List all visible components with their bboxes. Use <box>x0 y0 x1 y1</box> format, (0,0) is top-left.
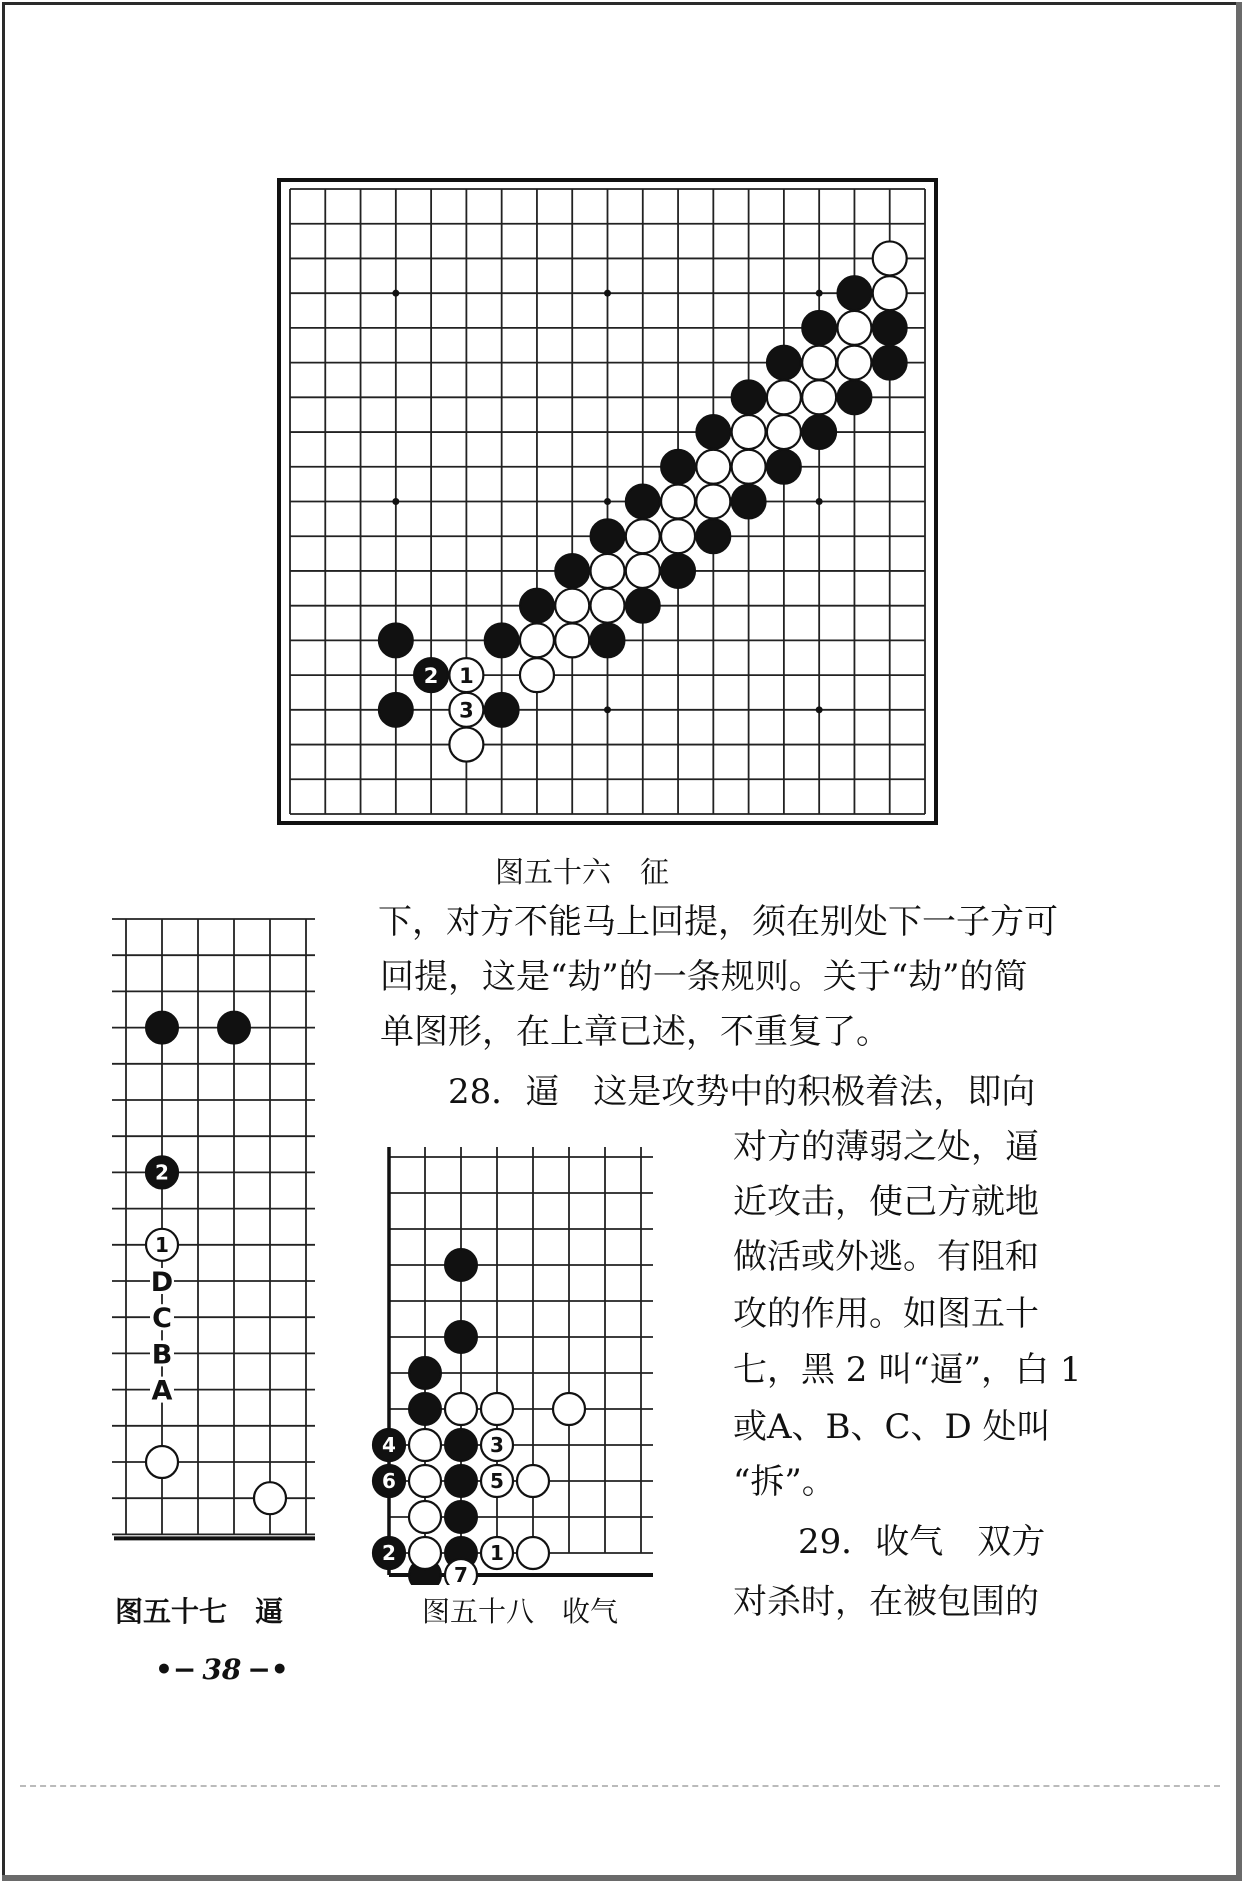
text-line-11: “拆”。 <box>733 1462 836 1502</box>
figure-56-caption: 图五十六 征 <box>495 855 670 889</box>
black-stone <box>626 589 660 623</box>
black-stone <box>767 450 801 484</box>
black-stone <box>485 623 519 657</box>
point-letter: D <box>150 1267 174 1298</box>
white-stone <box>409 1501 441 1533</box>
white-stone <box>837 311 871 345</box>
move-number: 1 <box>155 1233 169 1257</box>
black-stone <box>837 276 871 310</box>
white-stone <box>767 380 801 414</box>
white-stone <box>445 1393 477 1425</box>
text-line-6: 近攻击，使己方就地 <box>733 1182 1039 1222</box>
move-number: 3 <box>490 1433 504 1458</box>
white-stone <box>555 589 589 623</box>
white-stone <box>732 450 766 484</box>
scan-edge-right <box>1236 2 1242 1880</box>
page-number <box>155 1653 289 1686</box>
star-point <box>816 290 823 297</box>
move-number: 1 <box>490 1541 504 1566</box>
figure-58-caption: 图五十八 收气 <box>422 1595 619 1628</box>
white-stone <box>481 1393 513 1425</box>
text-line-7: 做活或外逃。有阻和 <box>733 1237 1039 1277</box>
black-stone <box>445 1501 477 1533</box>
text-line-5: 对方的薄弱之处，逼 <box>733 1127 1039 1167</box>
black-stone <box>591 519 625 553</box>
text-line-12: 29．收气 双方 <box>798 1522 1046 1562</box>
page-number-dash-right: −• <box>247 1653 289 1686</box>
white-stone <box>696 450 730 484</box>
white-stone <box>449 728 483 762</box>
black-stone <box>732 380 766 414</box>
black-stone <box>591 623 625 657</box>
move-number: 4 <box>382 1433 396 1458</box>
star-point <box>392 498 399 505</box>
text-line-2: 回提，这是“劫”的一条规则。关于“劫”的简 <box>380 957 1028 997</box>
black-stone <box>661 450 695 484</box>
white-stone <box>517 1537 549 1569</box>
white-stone <box>555 623 589 657</box>
text-line-1: 下，对方不能马上回提，须在别处下一子方可 <box>378 902 1058 942</box>
point-letter: B <box>151 1339 173 1371</box>
black-stone <box>218 1012 250 1044</box>
go-board-figure-56 <box>270 175 945 840</box>
black-stone <box>555 554 589 588</box>
star-point <box>604 706 611 713</box>
text-line-10: 或A、B、C、D 处叫 <box>733 1407 1051 1447</box>
star-point <box>604 290 611 297</box>
star-point <box>816 706 823 713</box>
move-number: 2 <box>155 1160 169 1185</box>
move-number: 2 <box>382 1541 396 1566</box>
black-stone <box>409 1393 441 1425</box>
black-stone <box>873 346 907 380</box>
black-stone <box>837 380 871 414</box>
move-number: 2 <box>423 663 439 688</box>
black-stone <box>696 519 730 553</box>
white-stone <box>409 1465 441 1497</box>
black-stone <box>661 554 695 588</box>
black-stone <box>445 1249 477 1281</box>
page-number-dash-left: •− <box>155 1653 197 1686</box>
white-stone <box>732 415 766 449</box>
white-stone <box>591 589 625 623</box>
white-stone <box>520 658 554 692</box>
text-line-4: 28．逼 这是攻势中的积极着法，即向 <box>448 1072 1036 1112</box>
black-stone <box>802 415 836 449</box>
move-number: 1 <box>459 663 474 688</box>
move-number: 7 <box>454 1563 468 1585</box>
scan-artifact-line <box>20 1785 1220 1787</box>
star-point <box>392 290 399 297</box>
white-stone <box>409 1537 441 1569</box>
white-stone <box>254 1482 286 1514</box>
black-stone <box>696 415 730 449</box>
black-stone <box>802 311 836 345</box>
black-stone <box>445 1429 477 1461</box>
white-stone <box>696 485 730 519</box>
move-number: 3 <box>459 698 474 723</box>
scan-edge-bottom <box>2 1875 1242 1881</box>
text-line-9: 七，黑 2 叫“逼”，白 1 <box>733 1350 1082 1390</box>
white-stone <box>802 346 836 380</box>
black-stone <box>732 485 766 519</box>
white-stone <box>591 554 625 588</box>
white-stone <box>146 1446 178 1478</box>
star-point <box>604 498 611 505</box>
go-board-figure-57 <box>110 905 315 1590</box>
white-stone <box>626 519 660 553</box>
black-stone <box>873 311 907 345</box>
black-stone <box>379 623 413 657</box>
black-stone <box>146 1012 178 1044</box>
move-number: 5 <box>490 1469 504 1494</box>
white-stone <box>873 241 907 275</box>
black-stone <box>409 1357 441 1389</box>
text-line-8: 攻的作用。如图五十 <box>733 1294 1039 1334</box>
white-stone <box>517 1465 549 1497</box>
white-stone <box>661 519 695 553</box>
black-stone <box>520 589 554 623</box>
go-board-figure-58 <box>365 1145 705 1585</box>
text-line-13: 对杀时，在被包围的 <box>733 1582 1039 1622</box>
text-line-3: 单图形，在上章已述，不重复了。 <box>380 1012 890 1052</box>
white-stone <box>837 346 871 380</box>
star-point <box>816 498 823 505</box>
black-stone <box>379 693 413 727</box>
black-stone <box>445 1321 477 1353</box>
point-letter: A <box>151 1375 173 1407</box>
black-stone <box>445 1465 477 1497</box>
white-stone <box>409 1429 441 1461</box>
white-stone <box>767 415 801 449</box>
black-stone <box>626 485 660 519</box>
black-stone <box>767 346 801 380</box>
figure-57-caption: 图五十七 逼 <box>115 1595 284 1628</box>
white-stone <box>520 623 554 657</box>
white-stone <box>626 554 660 588</box>
white-stone <box>661 485 695 519</box>
white-stone <box>873 276 907 310</box>
white-stone <box>553 1393 585 1425</box>
move-number: 6 <box>382 1469 396 1494</box>
black-stone <box>485 693 519 727</box>
page-number-value: 38 <box>202 1653 242 1686</box>
point-letter: C <box>152 1303 172 1335</box>
white-stone <box>802 380 836 414</box>
